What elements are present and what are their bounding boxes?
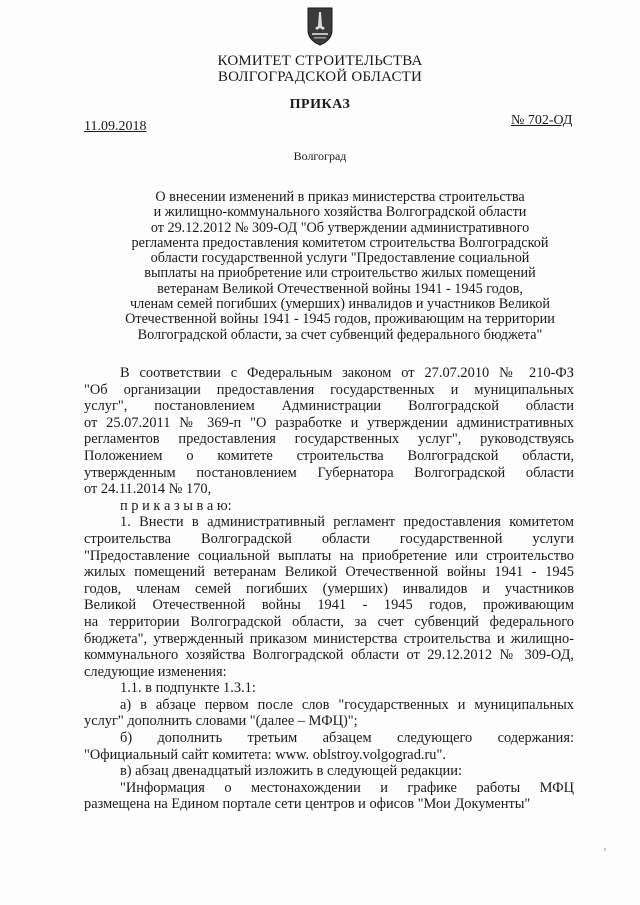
title-line: регламента предоставления комитетом строительства Волгоградской (131, 234, 549, 251)
body-line: В соответствии с Федеральным законом от 27.07.2010 № 210-ФЗ (120, 365, 574, 381)
body-line: от 25.07.2011 № 369-п "О разработке и утверждении административных (84, 414, 574, 431)
title-line: Отечественной войны 1941 - 1945 годов, проживающим на территории (125, 311, 555, 328)
body-line: а) в абзаце первом после слов "государственных и муниципальных (120, 696, 574, 713)
document-type: ПРИКАЗ (289, 97, 351, 112)
body-line: годов, членам семей погибших (умерших) инвалидов и участников (84, 580, 574, 597)
body-line: "Предоставление социальной выплаты на приобретение или строительство (84, 547, 574, 564)
coat-of-arms-icon (306, 6, 334, 46)
body-line: услуг", постановлением Администрации Волгоградской области (84, 398, 574, 415)
order-keyword: п р и к а з ы в а ю: (120, 497, 232, 514)
title-line: и жилищно-коммунального хозяйства Волгоградской области (153, 204, 527, 221)
title-line: членам семей погибших (умерших) инвалидов и участников Великой (130, 296, 550, 313)
body-line: регламентов предоставления государственных услуг", руководствуясь (84, 431, 574, 448)
body-line: на территории Волгоградской области, за счет субвенций федерального (84, 613, 574, 630)
body-line: "Информация о местонахождении и графике работы МФЦ (120, 779, 574, 796)
body-line: услуг" дополнить словами "(далее – МФЦ)"; (84, 713, 358, 730)
body-line: утвержденным постановлением Губернатора Волгоградской области (84, 464, 574, 481)
document-title (100, 190, 580, 343)
document-body (84, 365, 574, 813)
body-line: 1. Внести в административный регламент предоставления комитетом (120, 514, 574, 531)
body-line: Великой Отечественной войны 1941 - 1945 годов, проживающим (84, 597, 574, 614)
title-line: ветеранам Великой Отечественной войны 1941 - 1945 годов, (157, 280, 523, 297)
body-line: б) дополнить третьим абзацем следующего содержания: (120, 730, 574, 747)
body-line: бюджета", утвержденный приказом министерства строительства и жилищно- (84, 630, 574, 647)
org-name-line2: ВОЛГОГРАДСКОЙ ОБЛАСТИ (217, 69, 423, 85)
title-line: О внесении изменений в приказ министерства строительства (155, 189, 525, 205)
body-line: "Официальный сайт комитета: www. oblstroy.volgograd.ru". (84, 746, 446, 763)
document-date: 11.09.2018 (84, 119, 147, 134)
title-line: области государственной услуги "Предоставление социальной (150, 250, 530, 267)
body-line: в) абзац двенадцатый изложить в следующей редакции: (120, 763, 462, 780)
body-line: Положением о комитете строительства Волгоградской области, (84, 447, 574, 464)
body-line: от 24.11.2014 № 170, (84, 481, 212, 498)
body-line: жилых помещений ветеранам Великой Отечественной войны 1941 - 1945 (84, 564, 574, 581)
title-line: выплаты на приобретение или строительство жилых помещений (144, 265, 536, 282)
scan-speck (604, 848, 606, 851)
org-name-line1: КОМИТЕТ СТРОИТЕЛЬСТВА (217, 53, 423, 69)
title-line: Волгоградской области, за счет субвенций федерального бюджета" (137, 326, 543, 343)
body-line: 1.1. в подпункте 1.3.1: (120, 680, 256, 697)
document-city: Волгоград (293, 149, 347, 163)
body-line: строительства Волгоградской области государственной услуги (84, 530, 574, 547)
body-line: "Об организации предоставления государственных и муниципальных (84, 381, 574, 398)
body-line: коммунального хозяйства Волгоградской области от 29.12.2012 № 309-ОД, (84, 647, 574, 664)
title-line: от 29.12.2012 № 309-ОД "Об утверждении административного (150, 219, 530, 236)
body-line: следующие изменения: (84, 663, 227, 680)
document-number: № 702-ОД (511, 113, 573, 128)
body-line: размещена на Едином портале сети центров и офисов "Мои Документы" (84, 796, 531, 813)
